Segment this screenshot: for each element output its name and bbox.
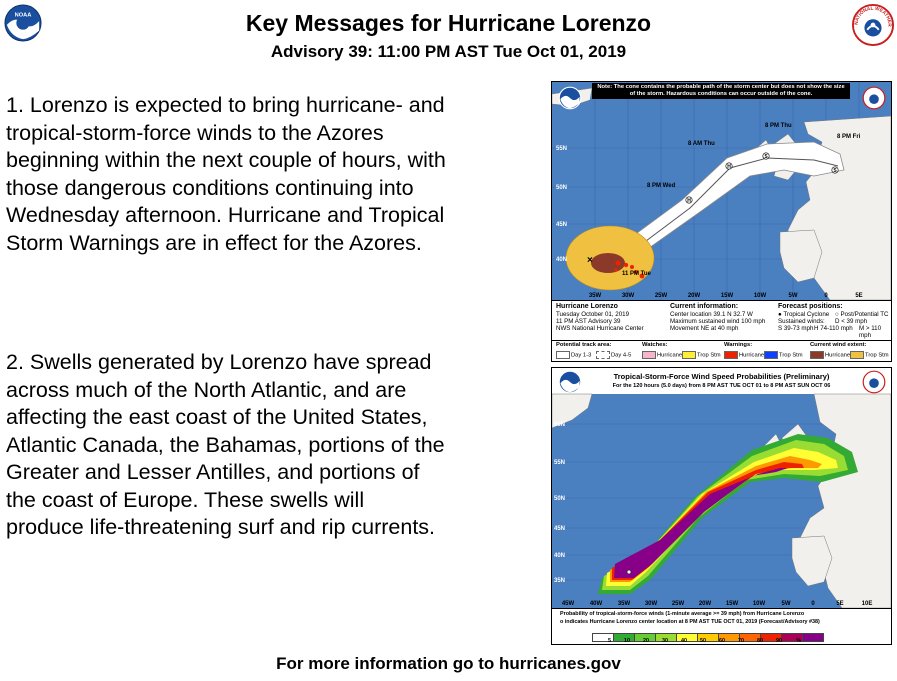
svg-text:55N: 55N [556,146,568,152]
svg-text:30W: 30W [621,293,635,299]
label-11pm-tue: 11 PM Tue [622,271,651,277]
svg-text:H: H [727,164,731,170]
wind-map-subtitle: For the 120 hours (5.0 days) from 8 PM AST TUE OCT 01 to 8 PM AST SUN OCT 06 [612,383,831,389]
cone-info-panel: Hurricane Lorenzo Tuesday October 01, 2019 11 PM AST Advisory 39 NWS National Hurricane Center Current information: Center location 39.1 N 32.7 W Maximum sustained wind 100 mph Movement NE at 40 mph Forecast positions: ● Tropical Cyclone ○ Post/Potential TC Sustained winds: D < 39 mph S 39-73 mph H 74-110 mph M > 110 mph Potential track area: Day 1-3 Day 4-5 Watches: Hurricane Trop Stm Warnings: Hurricane Trop Stm Current wind extent: Hurricane Trop Stm [552,300,891,362]
svg-text:55N: 55N [554,460,566,466]
svg-text:H: H [687,198,691,204]
svg-text:60N: 60N [554,422,566,428]
svg-text:30W: 30W [644,601,658,607]
current-center-marker: × [587,255,593,266]
svg-text:NOAA: NOAA [14,12,32,19]
svg-text:50N: 50N [554,496,566,502]
scale-label: 30 [662,638,668,644]
label-8pm-fri: 8 PM Fri [837,134,861,140]
storm-name: Hurricane Lorenzo [556,303,618,310]
svg-text:40W: 40W [589,601,603,607]
label-8pm-thu: 8 PM Thu [765,123,792,129]
svg-text:20W: 20W [687,293,701,299]
svg-text:45W: 45W [561,601,575,607]
svg-text:25W: 25W [671,601,685,607]
svg-text:15W: 15W [720,293,734,299]
svg-text:10E: 10E [861,601,873,607]
footer-link-text: For more information go to hurricanes.gov [276,654,621,673]
label-8pm-wed: 8 PM Wed [647,183,676,189]
label-8am-thu: 8 AM Thu [688,141,715,147]
svg-text:10W: 10W [753,293,767,299]
probability-scale-labels [592,638,801,644]
svg-text:S: S [833,168,837,174]
scale-label: 70 [738,638,744,644]
scale-label: 90 [776,638,782,644]
nws-mini-logo [862,86,886,110]
svg-text:5W: 5W [781,601,791,607]
svg-text:0: 0 [811,601,815,607]
svg-text:35W: 35W [588,293,602,299]
scale-label: 10 [624,638,630,644]
svg-text:0: 0 [824,293,828,299]
wind-map-graphic [552,368,891,608]
page-title: Key Messages for Hurricane Lorenzo [245,10,652,36]
scale-label: 5 [608,638,611,644]
svg-text:5W: 5W [788,293,798,299]
svg-text:5E: 5E [836,601,844,607]
scale-label: 80 [757,638,763,644]
noaa-mini-logo [558,86,582,110]
key-message-1: 1. Lorenzo is expected to bring hurricane- and tropical-storm-force winds to the Azores beginning within the next couple of hours, with those dangerous conditions continuing into Wednesday afternoon. Hurricane and Tropical Storm Warnings are in effect for the Azores. [6,93,446,255]
probability-scale [592,629,823,637]
svg-text:15W: 15W [725,601,739,607]
scale-label: 50 [700,638,706,644]
svg-text:40N: 40N [556,257,568,263]
scale-label: 60 [719,638,725,644]
svg-text:S: S [764,154,768,160]
cone-legend: Potential track area: Day 1-3 Day 4-5 Watches: Hurricane Trop Stm Warnings: Hurricane Trop Stm Current wind extent: Hurricane Trop Stm [552,340,891,362]
scale-label: 20 [643,638,649,644]
wind-map-footer: Probability of tropical-storm-force winds (1-minute average >= 39 mph) from Hurricane Lorenzo o indicates Hurricane Lorenzo center location at 8 PM AST TUE OCT 01, 2019 (Forecast/Advisory #38) 5 10 20 30 40 50 60 70 80 90 % [552,608,891,645]
cone-note: Note: The cone contains the probable path of the storm center but does not show the size of the storm. Hazardous conditions can occur outside of the cone. [592,83,850,99]
cone-map-graphic [552,82,891,300]
key-message-2: 2. Swells generated by Lorenzo have spread across much of the North Atlantic, and are affecting the east coast of the United States, Atlantic Canada, the Bahamas, portions of the Greater and Lesser Antilles, and portions of the coast of Europe. These swells will produce life-threatening surf and rip currents. [6,350,445,539]
wind-probability-map[interactable] [551,367,892,645]
wind-map-title: Tropical-Storm-Force Wind Speed Probabilities (Preliminary) [613,372,830,381]
scale-swatch [802,633,824,642]
scale-label: % [796,638,801,644]
svg-text:50N: 50N [556,185,568,191]
cone-map[interactable] [551,81,892,362]
svg-text:25W: 25W [654,293,668,299]
scale-label: 40 [681,638,687,644]
svg-text:35N: 35N [554,578,566,584]
svg-text:10W: 10W [752,601,766,607]
svg-text:45N: 45N [554,526,566,532]
svg-text:NATIONAL WEATHER SERVICE: NATIONAL WEATHER [854,6,892,27]
svg-text:5E: 5E [855,293,863,299]
advisory-subtitle: Advisory 39: 11:00 PM AST Tue Oct 01, 2019 [270,42,627,61]
svg-text:20W: 20W [698,601,712,607]
svg-text:45N: 45N [556,222,568,228]
svg-text:35W: 35W [617,601,631,607]
svg-text:40N: 40N [554,553,566,559]
